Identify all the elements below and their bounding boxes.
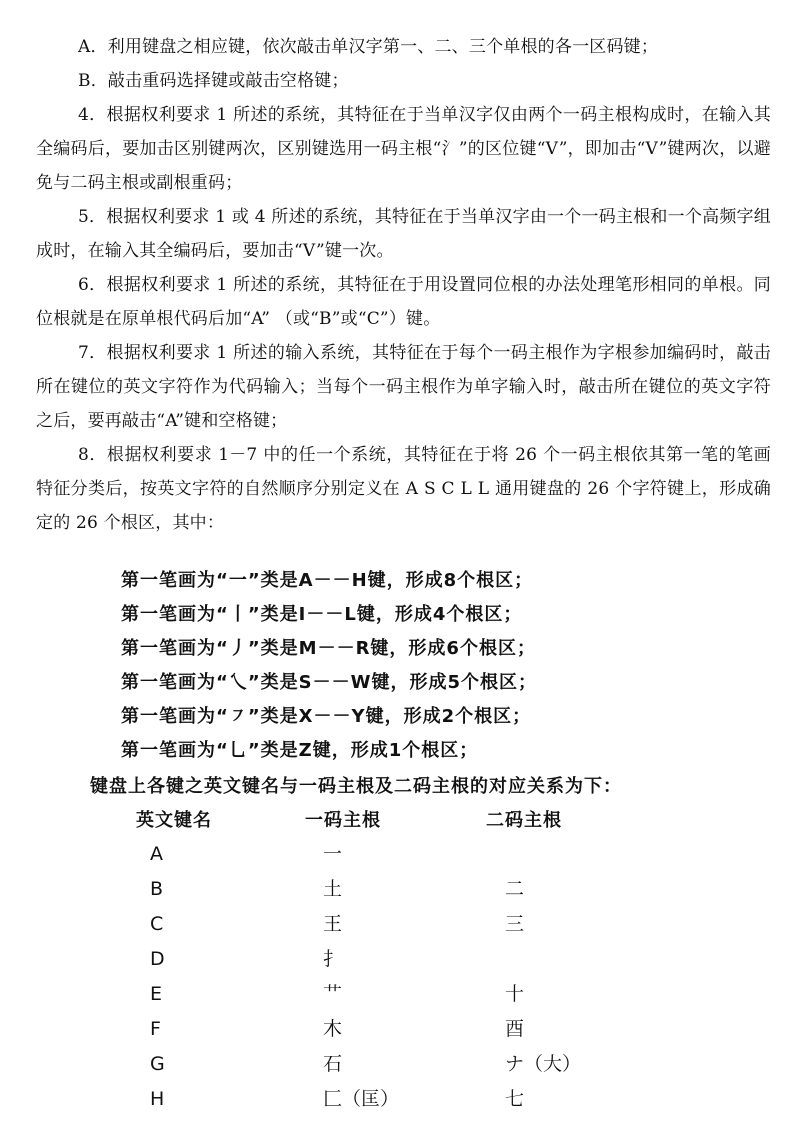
table-heading: 键盘上各键之英文键名与一码主根及二码主根的对应关系为下： xyxy=(90,776,622,797)
table-row-root2: 三 xyxy=(505,913,525,935)
table-row-root1: 艹 xyxy=(323,983,343,1005)
paragraph-b: B．敲击重码选择键或敲击空格键； xyxy=(78,71,349,91)
table-row-root2: 酉 xyxy=(505,1018,525,1040)
table-row-key: C xyxy=(150,913,164,935)
paragraph-claim-7: 7．根据权利要求 1 所述的输入系统，其特征在于每个一码主根作为字根参加编码时，敲击所在键位的英文字符作为代码输入；当每个一码主根作为单字输入时，敲击所在键位的英文字符之后，要再敲击“A”键和空格键； xyxy=(36,343,771,431)
column-header-root-2: 二码主根 xyxy=(486,810,562,831)
stroke-line-2: 第一笔画为“丨”类是I－－L键，形成4个根区； xyxy=(121,604,523,625)
table-row-root2: ナ（大） xyxy=(505,1053,582,1075)
paragraph-a: A．利用键盘之相应键，依次敲击单汉字第一、二、三个单根的各一区码键； xyxy=(78,37,659,57)
table-row-root1: 土 xyxy=(323,878,343,900)
table-row-root2: 十 xyxy=(505,983,525,1005)
paragraph-claim-4: 4．根据权利要求 1 所述的系统，其特征在于当单汉字仅由两个一码主根构成时，在输入其全编码后，要加击区别键两次，区别键选用一码主根“氵”的区位键“V”，即加击“V”键两次，以避免与二码主根或副根重码； xyxy=(36,105,771,193)
table-row-key: A xyxy=(150,843,163,865)
stroke-line-1: 第一笔画为“一”类是A－－H键，形成8个根区； xyxy=(121,570,534,591)
column-header-root-1: 一码主根 xyxy=(305,810,381,831)
table-row-root2: 二 xyxy=(505,878,525,900)
paragraph-claim-5: 5．根据权利要求 1 或 4 所述的系统，其特征在于当单汉字由一个一码主根和一个高频字组成时，在输入其全编码后，要加击“V”键一次。 xyxy=(36,207,771,261)
table-row-key: H xyxy=(150,1088,165,1110)
table-row-key: G xyxy=(150,1053,165,1075)
stroke-line-4: 第一笔画为“乀”类是S－－W键，形成5个根区； xyxy=(121,672,538,693)
column-header-key-name: 英文键名 xyxy=(136,810,212,831)
table-row-root1: 扌 xyxy=(323,948,343,970)
table-row-root2: 七 xyxy=(505,1088,525,1110)
table-row-root1: 木 xyxy=(323,1018,343,1040)
table-row-root1: 王 xyxy=(323,913,343,935)
table-row-root1: 一 xyxy=(323,843,343,865)
paragraph-claim-6: 6．根据权利要求 1 所述的系统，其特征在于用设置同位根的办法处理笔形相同的单根。同位根就是在原单根代码后加“A” （或“B”或“C”）键。 xyxy=(36,275,771,329)
table-row-key: E xyxy=(150,983,163,1005)
table-row-key: D xyxy=(150,948,165,970)
paragraph-claim-8: 8．根据权利要求 1－7 中的任一个系统，其特征在于将 26 个一码主根依其第一笔的笔画特征分类后，按英文字符的自然顺序分别定义在 A S C L L 通用键盘的 26 个字符键上，形成确定的 26 个根区，其中： xyxy=(36,445,771,533)
table-row-key: B xyxy=(150,878,164,900)
stroke-line-5: 第一笔画为“㇇”类是X－－Y键，形成2个根区； xyxy=(121,706,532,727)
stroke-line-6: 第一笔画为“乚”类是Z键，形成1个根区； xyxy=(121,740,479,761)
table-row-key: F xyxy=(150,1018,161,1040)
stroke-line-3: 第一笔画为“丿”类是M－－R键，形成6个根区； xyxy=(121,638,536,659)
table-row-root1: 石 xyxy=(323,1053,343,1075)
table-row-root1: 匚（匡） xyxy=(323,1088,400,1110)
